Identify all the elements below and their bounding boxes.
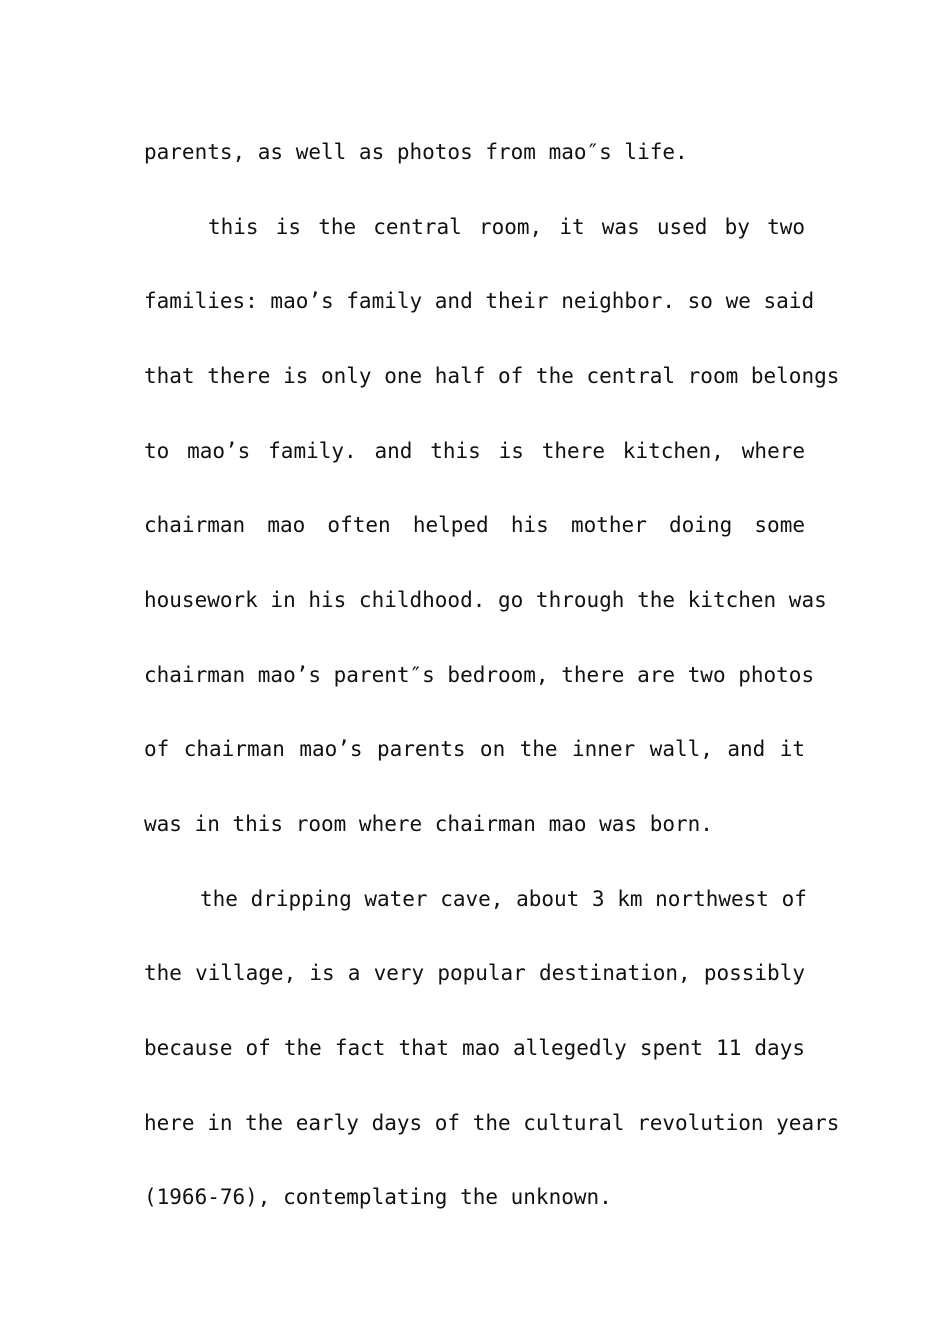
text-line: (1966-76), contemplating the unknown. <box>144 1185 612 1209</box>
text-line: chairman mao often helped his mother doing some <box>144 513 805 537</box>
text-line: was in this room where chairman mao was born. <box>144 812 713 836</box>
text-line: this is the central room, it was used by two <box>208 215 805 239</box>
text-line: housework in his childhood. go through the kitchen was <box>144 588 827 612</box>
text-line: here in the early days of the cultural revolution years <box>144 1111 840 1135</box>
text-line: chairman mao’s parent″s bedroom, there are two photos <box>144 663 815 687</box>
text-line: that there is only one half of the central room belongs <box>144 364 840 388</box>
text-line: of chairman mao’s parents on the inner wall, and it <box>144 737 805 761</box>
text-line: families: mao’s family and their neighbor. so we said <box>144 289 815 313</box>
text-line: parents, as well as photos from mao″s life. <box>144 140 688 164</box>
text-line: because of the fact that mao allegedly spent 11 days <box>144 1036 805 1060</box>
text-line: the village, is a very popular destination, possibly <box>144 961 805 985</box>
text-line: the dripping water cave, about 3 km northwest of <box>200 887 807 911</box>
text-line: to mao’s family. and this is there kitchen, where <box>144 439 805 463</box>
